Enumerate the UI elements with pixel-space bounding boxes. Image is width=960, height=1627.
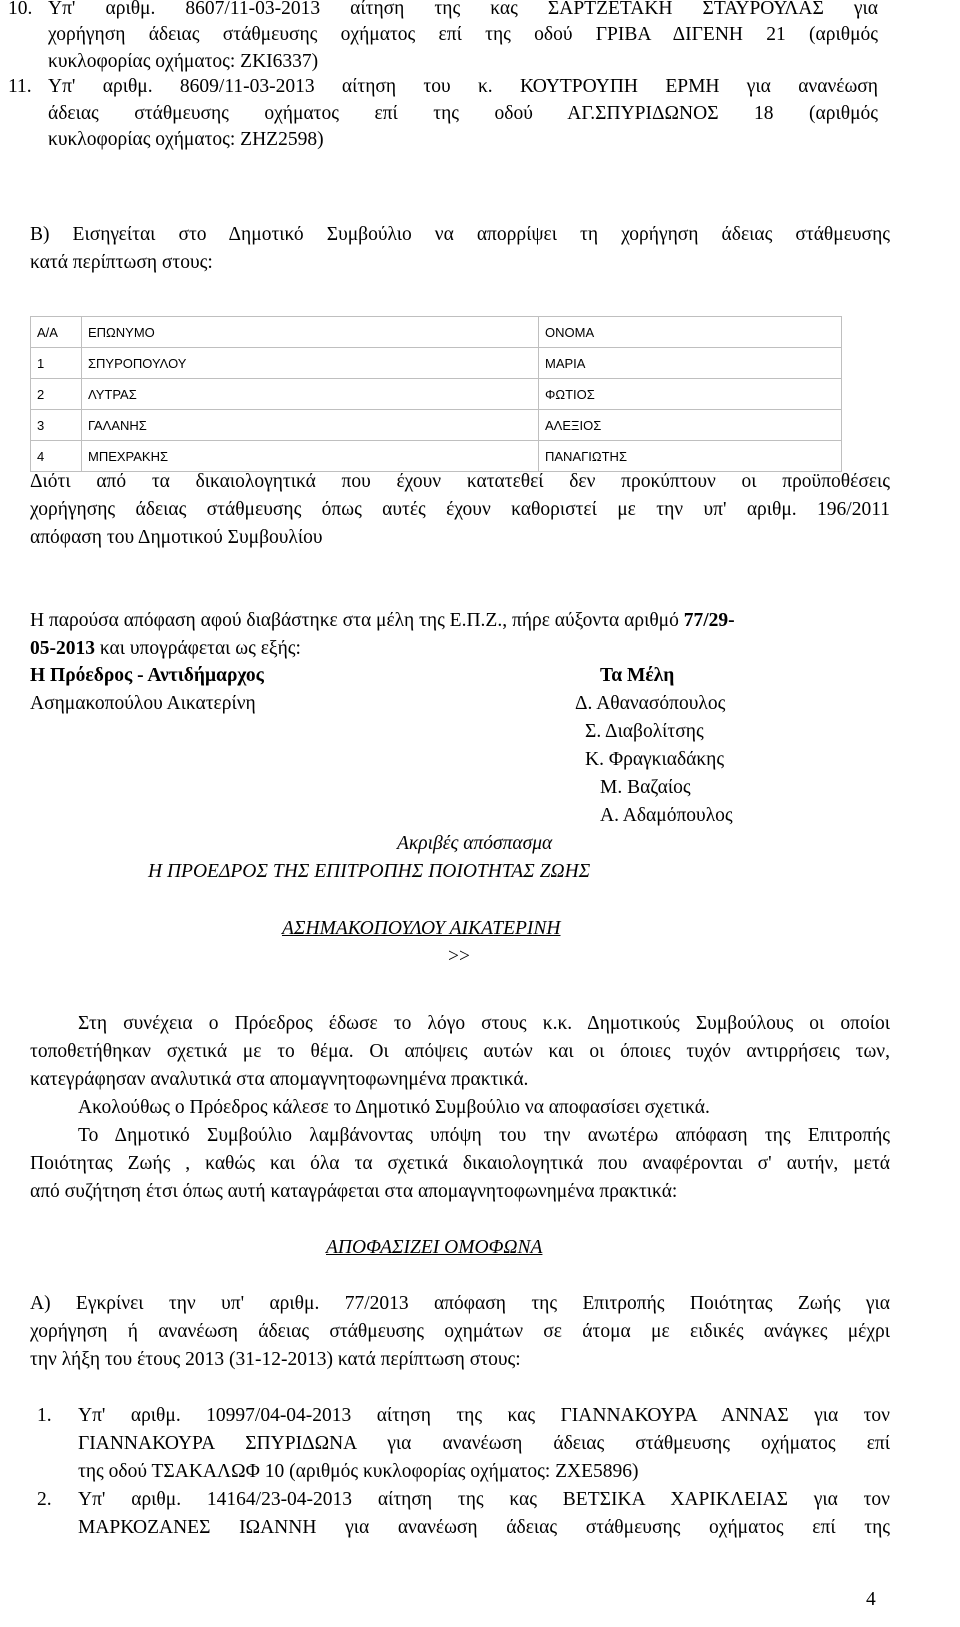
chair-title: Η Πρόεδρος - Αντιδήμαρχος — [30, 665, 264, 686]
list-text-line: Υπ' αριθμ. 8607/11-03-2013 αίτηση της κας ΣΑΡΤΖΕΤΑΚΗ ΣΤΑΥΡΟΥΛΑΣ για — [48, 0, 878, 19]
list-number: 11. — [8, 76, 32, 97]
table-cell: ΦΩΤΙΟΣ — [539, 379, 842, 410]
table-cell: 2 — [31, 379, 82, 410]
reason-line: χορήγησης άδειας στάθμευσης όπως αυτές έχουν καθοριστεί με την υπ' αριθμ. 196/2011 — [30, 499, 890, 520]
section-a-line: Α) Εγκρίνει την υπ' αριθμ. 77/2013 απόφαση της Επιτροπής Ποιότητας Ζωής για — [30, 1293, 890, 1314]
table-cell: ΜΠΕΧΡΑΚΗΣ — [82, 441, 539, 472]
table-cell: ΑΛΕΞΙΟΣ — [539, 410, 842, 441]
list-text-line: κυκλοφορίας οχήματος: ΖΚΙ6337) — [48, 51, 319, 72]
discussion-line: Ποιότητας Ζωής , καθώς και όλα τα σχετικά δικαιολογητικά που αναφέρονται σ' αυτήν, μετά — [30, 1153, 890, 1174]
reason-line: απόφαση του Δημοτικού Συμβουλίου — [30, 527, 323, 548]
table-cell: ΜΑΡΙΑ — [539, 348, 842, 379]
members-title: Τα Μέλη — [600, 665, 675, 686]
member-name: Μ. Βαζαίος — [600, 777, 691, 798]
decision-intro-line — [30, 610, 735, 632]
close-quote-mark: >> — [448, 946, 470, 967]
table-cell: 4 — [31, 441, 82, 472]
decision-intro-text: Η παρούσα απόφαση αφού διαβάστηκε στα μέλη της Ε.Π.Ζ., πήρε αύξοντα αριθμό — [30, 610, 679, 631]
list-text-line: Υπ' αριθμ. 14164/23-04-2013 αίτηση της κας ΒΕΤΣΙΚΑ ΧΑΡΙΚΛΕΙΑΣ για τον — [78, 1489, 890, 1510]
list-number: 10. — [8, 0, 33, 19]
list-text-line: Υπ' αριθμ. 10997/04-04-2013 αίτηση της κας ΓΙΑΝΝΑΚΟΥΡΑ ΑΝΝΑΣ για τον — [78, 1405, 890, 1426]
table-header-row — [31, 317, 842, 348]
table-cell: ΣΠΥΡΟΠΟΥΛΟΥ — [82, 348, 539, 379]
table-row — [31, 379, 842, 410]
reason-line: Διότι από τα δικαιολογητικά που έχουν κατατεθεί δεν προκύπτουν οι προϋποθέσεις — [30, 471, 890, 492]
decision-intro-line — [30, 638, 301, 660]
section-a-line: χορήγηση ή ανανέωση άδειας στάθμευσης οχημάτων σε άτομα με ειδικές ανάγκες μέχρι — [30, 1321, 890, 1342]
table-row — [31, 441, 842, 472]
table-header-cell: Α/Α — [31, 317, 82, 348]
table-row — [31, 410, 842, 441]
decision-date: 05-2013 — [30, 638, 95, 659]
extract-label: Ακριβές απόσπασμα — [397, 833, 553, 854]
table-cell: ΠΑΝΑΓΙΩΤΗΣ — [539, 441, 842, 472]
list-text-line: της οδού ΤΣΑΚΑΛΩΦ 10 (αριθμός κυκλοφορίας οχήματος: ΖΧΕ5896) — [78, 1461, 639, 1482]
section-a-line: την λήξη του έτους 2013 (31-12-2013) κατά περίπτωση στους: — [30, 1349, 521, 1370]
section-b-line: κατά περίπτωση στους: — [30, 252, 213, 273]
discussion-line: Στη συνέχεια ο Πρόεδρος έδωσε το λόγο στους κ.κ. Δημοτικούς Συμβούλους οι οποίοι — [78, 1013, 890, 1034]
discussion-line: Ακολούθως ο Πρόεδρος κάλεσε το Δημοτικό Συμβούλιο να αποφασίσει σχετικά. — [78, 1097, 710, 1118]
table-row — [31, 348, 842, 379]
list-text-line: ΓΙΑΝΝΑΚΟΥΡΑ ΣΠΥΡΙΔΩΝΑ για ανανέωση άδειας στάθμευσης οχήματος επί — [78, 1433, 890, 1454]
list-text-line: ΜΑΡΚΟΖΑΝΕΣ ΙΩΑΝΝΗ για ανανέωση άδειας στάθμευσης οχήματος επί της — [78, 1517, 890, 1538]
member-name: Δ. Αθανασόπουλος — [575, 693, 726, 714]
member-name: Κ. Φραγκιαδάκης — [585, 749, 725, 770]
table-cell: 3 — [31, 410, 82, 441]
table-cell: 1 — [31, 348, 82, 379]
unanimous-decision-heading: ΑΠΟΦΑΣΙΖΕΙ ΟΜΟΦΩΝΑ — [326, 1237, 543, 1258]
decision-number: 77/29- — [683, 610, 735, 631]
rejected-applicants-table — [30, 316, 842, 472]
list-text-line: Υπ' αριθμ. 8609/11-03-2013 αίτηση του κ. ΚΟΥΤΡΟΥΠΗ ΕΡΜΗ για ανανέωση — [48, 76, 878, 97]
list-number: 1. — [37, 1405, 52, 1426]
table-cell: ΛΥΤΡΑΣ — [82, 379, 539, 410]
decision-intro-text: και υπογράφεται ως εξής: — [99, 638, 301, 659]
member-name: Α. Αδαμόπουλος — [600, 805, 733, 826]
table-header-cell: ΕΠΩΝΥΜΟ — [82, 317, 539, 348]
table-cell: ΓΑΛΑΝΗΣ — [82, 410, 539, 441]
discussion-line: Το Δημοτικό Συμβούλιο λαμβάνοντας υπόψη του την ανωτέρω απόφαση της Επιτροπής — [78, 1125, 890, 1146]
member-name: Σ. Διαβολίτσης — [585, 721, 704, 742]
discussion-line: κατεγράφησαν αναλυτικά στα απομαγνητοφωνημένα πρακτικά. — [30, 1069, 529, 1090]
committee-chair-title: Η ΠΡΟΕΔΡΟΣ ΤΗΣ ΕΠΙΤΡΟΠΗΣ ΠΟΙΟΤΗΤΑΣ ΖΩΗΣ — [148, 861, 591, 882]
discussion-line: από συζήτηση έτσι όπως αυτή καταγράφεται στα απομαγνητοφωνημένα πρακτικά: — [30, 1181, 678, 1202]
list-text-line: κυκλοφορίας οχήματος: ΖΗΖ2598) — [48, 129, 324, 150]
list-text-line: χορήγηση άδειας στάθμευσης οχήματος επί της οδού ΓΡΙΒΑ ΔΙΓΕΝΗ 21 (αριθμός — [48, 24, 878, 45]
list-number: 2. — [37, 1489, 52, 1510]
chair-name: Ασημακοπούλου Αικατερίνη — [30, 693, 256, 714]
discussion-line: τοποθετήθηκαν σχετικά με το θέμα. Οι απόψεις αυτών και οι όποιες τυχόν αντιρρήσεις των, — [30, 1041, 890, 1062]
section-b-line: Β) Εισηγείται στο Δημοτικό Συμβούλιο να απορρίψει τη χορήγηση άδειας στάθμευσης — [30, 224, 890, 245]
table-header-cell: ΟΝΟΜΑ — [539, 317, 842, 348]
list-text-line: άδειας στάθμευσης οχήματος επί της οδού ΑΓ.ΣΠΥΡΙΔΩΝΟΣ 18 (αριθμός — [48, 103, 878, 124]
page-number: 4 — [866, 1589, 876, 1610]
signer-name: ΑΣΗΜΑΚΟΠΟΥΛΟΥ ΑΙΚΑΤΕΡΙΝΗ — [282, 918, 561, 939]
